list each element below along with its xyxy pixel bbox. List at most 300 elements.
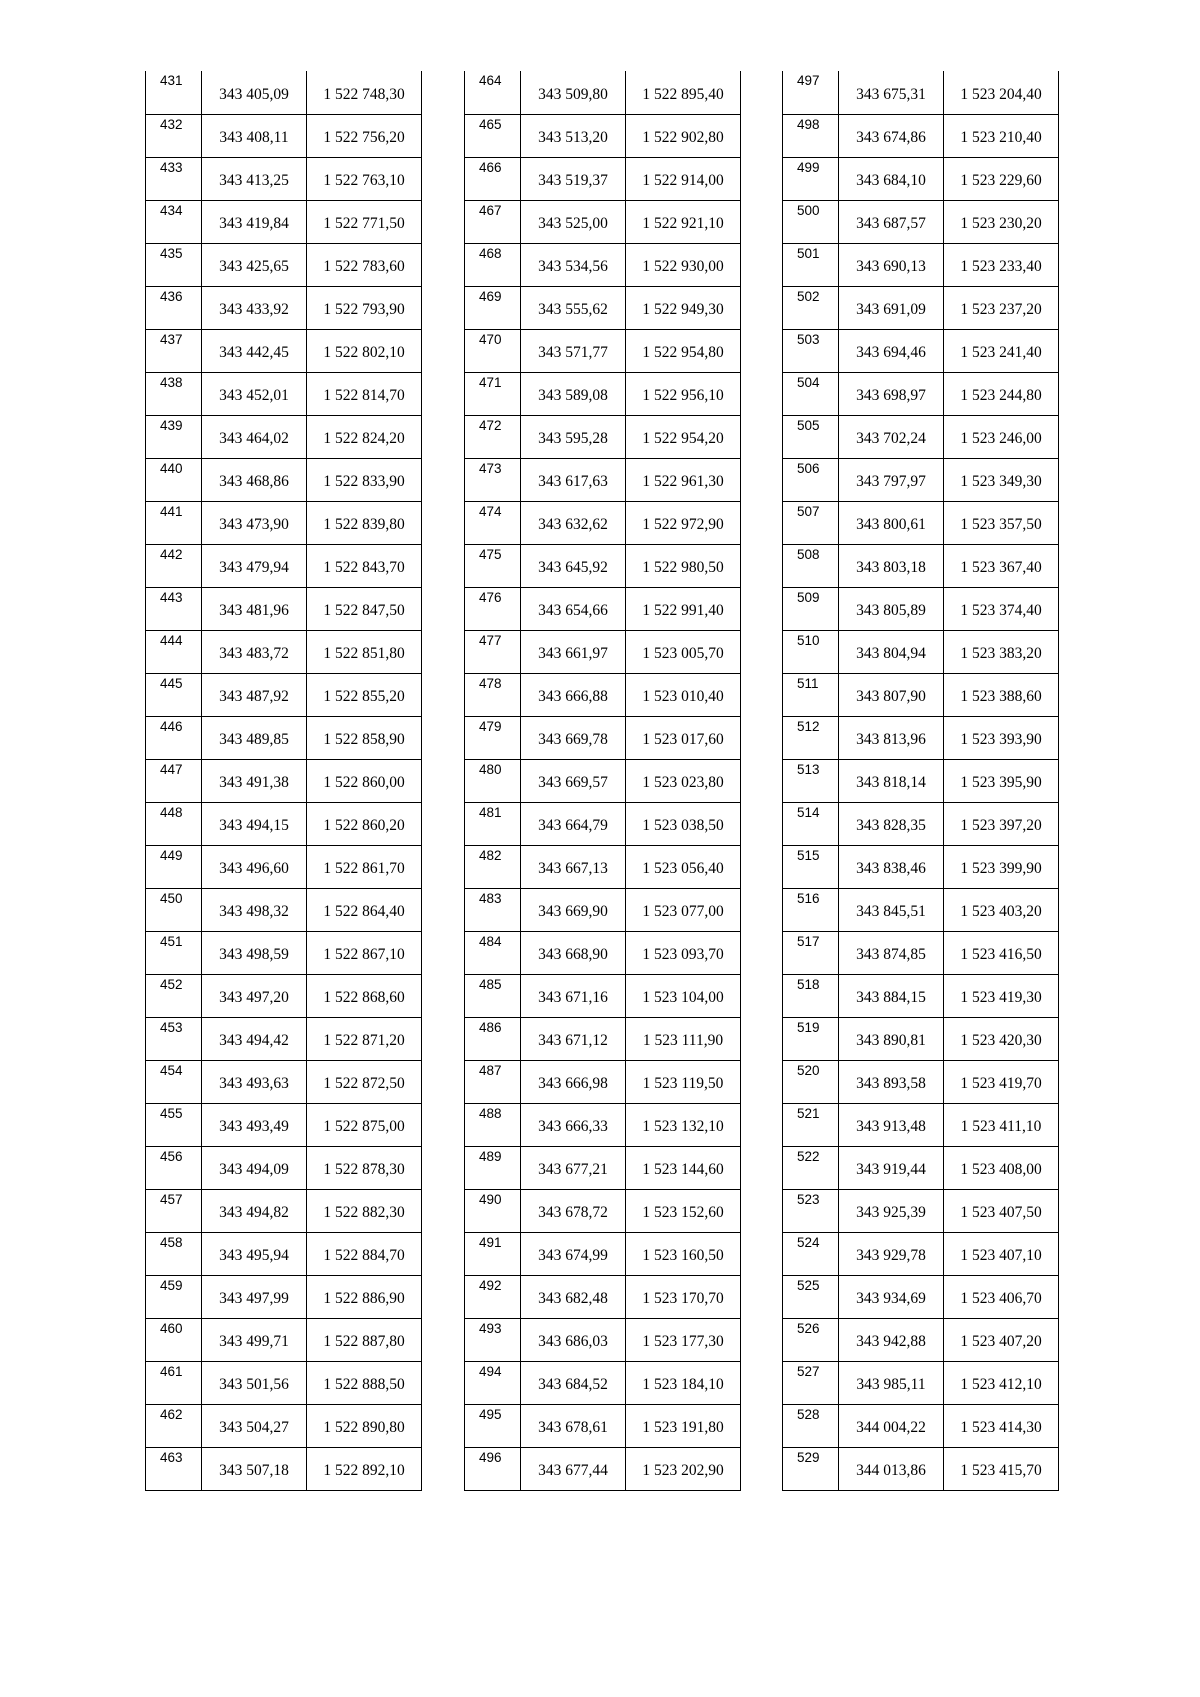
table-row [465,802,741,845]
y-coordinate: 1 523 388,60 [944,673,1059,716]
x-coordinate: 343 805,89 [839,587,944,630]
table-row [783,1060,1059,1103]
table-row [783,157,1059,200]
table-row [146,157,422,200]
point-number: 493 [465,1318,521,1361]
point-number: 526 [783,1318,839,1361]
point-number: 443 [146,587,202,630]
table-row [783,1017,1059,1060]
table-row [465,157,741,200]
table-row [146,673,422,716]
y-coordinate: 1 522 884,70 [307,1232,422,1275]
y-coordinate: 1 522 814,70 [307,372,422,415]
y-coordinate: 1 523 237,20 [944,286,1059,329]
y-coordinate: 1 522 895,40 [626,71,741,114]
table-row [783,544,1059,587]
y-coordinate: 1 522 839,80 [307,501,422,544]
x-coordinate: 343 493,49 [202,1103,307,1146]
point-number: 486 [465,1017,521,1060]
y-coordinate: 1 522 930,00 [626,243,741,286]
x-coordinate: 343 571,77 [521,329,626,372]
table-row [465,415,741,458]
x-coordinate: 343 595,28 [521,415,626,458]
y-coordinate: 1 523 184,10 [626,1361,741,1404]
y-coordinate: 1 523 397,20 [944,802,1059,845]
table-row [465,716,741,759]
x-coordinate: 344 004,22 [839,1404,944,1447]
point-number: 482 [465,845,521,888]
point-number: 522 [783,1146,839,1189]
x-coordinate: 343 494,09 [202,1146,307,1189]
table-row [783,931,1059,974]
table-row [783,802,1059,845]
point-number: 474 [465,501,521,544]
point-number: 468 [465,243,521,286]
point-number: 458 [146,1232,202,1275]
point-number: 495 [465,1404,521,1447]
table-row [146,1189,422,1232]
point-number: 518 [783,974,839,1017]
point-number: 446 [146,716,202,759]
point-number: 473 [465,458,521,501]
table-row [783,243,1059,286]
x-coordinate: 343 893,58 [839,1060,944,1103]
point-number: 469 [465,286,521,329]
point-number: 515 [783,845,839,888]
table-row [783,587,1059,630]
point-number: 479 [465,716,521,759]
point-number: 504 [783,372,839,415]
x-coordinate: 343 408,11 [202,114,307,157]
y-coordinate: 1 523 407,50 [944,1189,1059,1232]
x-coordinate: 343 668,90 [521,931,626,974]
point-number: 498 [783,114,839,157]
y-coordinate: 1 523 229,60 [944,157,1059,200]
point-number: 513 [783,759,839,802]
x-coordinate: 343 807,90 [839,673,944,716]
x-coordinate: 343 497,99 [202,1275,307,1318]
point-number: 465 [465,114,521,157]
table-row [465,931,741,974]
point-number: 460 [146,1318,202,1361]
table-row [146,1103,422,1146]
point-number: 527 [783,1361,839,1404]
y-coordinate: 1 523 357,50 [944,501,1059,544]
x-coordinate: 343 425,65 [202,243,307,286]
x-coordinate: 343 509,80 [521,71,626,114]
y-coordinate: 1 522 954,80 [626,329,741,372]
point-number: 512 [783,716,839,759]
y-coordinate: 1 523 374,40 [944,587,1059,630]
x-coordinate: 343 925,39 [839,1189,944,1232]
y-coordinate: 1 523 170,70 [626,1275,741,1318]
x-coordinate: 343 674,99 [521,1232,626,1275]
y-coordinate: 1 522 843,70 [307,544,422,587]
table-row [465,888,741,931]
point-number: 521 [783,1103,839,1146]
point-number: 517 [783,931,839,974]
y-coordinate: 1 522 892,10 [307,1447,422,1490]
point-number: 449 [146,845,202,888]
y-coordinate: 1 523 160,50 [626,1232,741,1275]
table-row [465,372,741,415]
y-coordinate: 1 522 833,90 [307,458,422,501]
table-row [465,458,741,501]
y-coordinate: 1 523 230,20 [944,200,1059,243]
y-coordinate: 1 522 858,90 [307,716,422,759]
x-coordinate: 343 555,62 [521,286,626,329]
x-coordinate: 343 489,85 [202,716,307,759]
table-row [146,243,422,286]
y-coordinate: 1 522 871,20 [307,1017,422,1060]
x-coordinate: 343 494,82 [202,1189,307,1232]
table-row [783,845,1059,888]
x-coordinate: 343 483,72 [202,630,307,673]
y-coordinate: 1 523 132,10 [626,1103,741,1146]
x-coordinate: 343 813,96 [839,716,944,759]
point-number: 501 [783,243,839,286]
table-row [465,759,741,802]
point-number: 457 [146,1189,202,1232]
y-coordinate: 1 523 093,70 [626,931,741,974]
table-row [465,329,741,372]
y-coordinate: 1 523 111,90 [626,1017,741,1060]
point-number: 454 [146,1060,202,1103]
y-coordinate: 1 523 023,80 [626,759,741,802]
x-coordinate: 343 464,02 [202,415,307,458]
x-coordinate: 343 942,88 [839,1318,944,1361]
table-row [146,845,422,888]
point-number: 503 [783,329,839,372]
x-coordinate: 343 929,78 [839,1232,944,1275]
y-coordinate: 1 522 860,20 [307,802,422,845]
x-coordinate: 343 525,00 [521,200,626,243]
y-coordinate: 1 522 872,50 [307,1060,422,1103]
x-coordinate: 343 507,18 [202,1447,307,1490]
coordinates-table-1 [145,71,422,1491]
point-number: 451 [146,931,202,974]
x-coordinate: 343 674,86 [839,114,944,157]
table-row [465,673,741,716]
point-number: 441 [146,501,202,544]
point-number: 491 [465,1232,521,1275]
table-row [465,1318,741,1361]
x-coordinate: 343 690,13 [839,243,944,286]
point-number: 484 [465,931,521,974]
x-coordinate: 343 884,15 [839,974,944,1017]
y-coordinate: 1 523 177,30 [626,1318,741,1361]
table-row [783,1447,1059,1490]
table-row [783,71,1059,114]
point-number: 459 [146,1275,202,1318]
x-coordinate: 343 632,62 [521,501,626,544]
x-coordinate: 343 452,01 [202,372,307,415]
y-coordinate: 1 522 961,30 [626,458,741,501]
x-coordinate: 343 473,90 [202,501,307,544]
x-coordinate: 343 671,12 [521,1017,626,1060]
point-number: 487 [465,1060,521,1103]
table-row [465,1103,741,1146]
point-number: 514 [783,802,839,845]
y-coordinate: 1 523 144,60 [626,1146,741,1189]
x-coordinate: 343 442,45 [202,329,307,372]
table-row [465,1275,741,1318]
point-number: 500 [783,200,839,243]
table-row [465,1146,741,1189]
point-number: 523 [783,1189,839,1232]
y-coordinate: 1 522 855,20 [307,673,422,716]
point-number: 466 [465,157,521,200]
table-row [146,974,422,1017]
point-number: 492 [465,1275,521,1318]
x-coordinate: 343 534,56 [521,243,626,286]
y-coordinate: 1 523 403,20 [944,888,1059,931]
x-coordinate: 343 589,08 [521,372,626,415]
x-coordinate: 343 702,24 [839,415,944,458]
point-number: 508 [783,544,839,587]
point-number: 496 [465,1447,521,1490]
y-coordinate: 1 523 077,00 [626,888,741,931]
point-number: 447 [146,759,202,802]
y-coordinate: 1 523 204,40 [944,71,1059,114]
x-coordinate: 343 845,51 [839,888,944,931]
point-number: 511 [783,673,839,716]
table-row [146,1232,422,1275]
x-coordinate: 343 913,48 [839,1103,944,1146]
x-coordinate: 343 645,92 [521,544,626,587]
y-coordinate: 1 523 412,10 [944,1361,1059,1404]
x-coordinate: 343 498,59 [202,931,307,974]
y-coordinate: 1 522 890,80 [307,1404,422,1447]
point-number: 463 [146,1447,202,1490]
table-row [146,587,422,630]
point-number: 528 [783,1404,839,1447]
y-coordinate: 1 523 367,40 [944,544,1059,587]
point-number: 497 [783,71,839,114]
x-coordinate: 343 468,86 [202,458,307,501]
table-row [146,1447,422,1490]
y-coordinate: 1 523 152,60 [626,1189,741,1232]
point-number: 445 [146,673,202,716]
table-row [465,1404,741,1447]
table-row [465,1060,741,1103]
x-coordinate: 343 413,25 [202,157,307,200]
x-coordinate: 343 504,27 [202,1404,307,1447]
point-number: 488 [465,1103,521,1146]
x-coordinate: 343 919,44 [839,1146,944,1189]
table-row [146,114,422,157]
y-coordinate: 1 523 241,40 [944,329,1059,372]
table-row [465,544,741,587]
x-coordinate: 343 491,38 [202,759,307,802]
table-row [465,630,741,673]
point-number: 452 [146,974,202,1017]
table-row [465,1361,741,1404]
table-row [146,931,422,974]
y-coordinate: 1 522 851,80 [307,630,422,673]
x-coordinate: 343 497,20 [202,974,307,1017]
y-coordinate: 1 522 860,00 [307,759,422,802]
table-row [146,1146,422,1189]
table-row [146,1017,422,1060]
table-row [783,1232,1059,1275]
point-number: 440 [146,458,202,501]
point-number: 490 [465,1189,521,1232]
table-row [146,200,422,243]
point-number: 510 [783,630,839,673]
y-coordinate: 1 522 756,20 [307,114,422,157]
point-number: 450 [146,888,202,931]
table-row [146,372,422,415]
x-coordinate: 343 686,03 [521,1318,626,1361]
table-row [146,1404,422,1447]
table-row [465,974,741,1017]
y-coordinate: 1 522 868,60 [307,974,422,1017]
y-coordinate: 1 523 349,30 [944,458,1059,501]
x-coordinate: 343 519,37 [521,157,626,200]
table-row [146,1275,422,1318]
point-number: 524 [783,1232,839,1275]
table-row [783,1189,1059,1232]
table-row [146,1318,422,1361]
y-coordinate: 1 522 972,90 [626,501,741,544]
table-row [146,458,422,501]
table-row [146,1060,422,1103]
y-coordinate: 1 522 824,20 [307,415,422,458]
x-coordinate: 343 479,94 [202,544,307,587]
point-number: 507 [783,501,839,544]
table-row [146,716,422,759]
table-row [783,1404,1059,1447]
y-coordinate: 1 523 420,30 [944,1017,1059,1060]
point-number: 471 [465,372,521,415]
x-coordinate: 343 617,63 [521,458,626,501]
y-coordinate: 1 523 233,40 [944,243,1059,286]
x-coordinate: 343 800,61 [839,501,944,544]
point-number: 435 [146,243,202,286]
table-row [465,286,741,329]
point-number: 442 [146,544,202,587]
table-row [465,243,741,286]
x-coordinate: 343 654,66 [521,587,626,630]
table-row [783,888,1059,931]
x-coordinate: 343 501,56 [202,1361,307,1404]
y-coordinate: 1 522 861,70 [307,845,422,888]
y-coordinate: 1 523 399,90 [944,845,1059,888]
x-coordinate: 343 666,98 [521,1060,626,1103]
x-coordinate: 343 661,97 [521,630,626,673]
point-number: 431 [146,71,202,114]
y-coordinate: 1 523 407,20 [944,1318,1059,1361]
table-row [783,1318,1059,1361]
x-coordinate: 343 493,63 [202,1060,307,1103]
y-coordinate: 1 522 783,60 [307,243,422,286]
x-coordinate: 343 495,94 [202,1232,307,1275]
point-number: 476 [465,587,521,630]
table-row [465,1447,741,1490]
y-coordinate: 1 523 246,00 [944,415,1059,458]
x-coordinate: 343 433,92 [202,286,307,329]
y-coordinate: 1 523 038,50 [626,802,741,845]
y-coordinate: 1 523 244,80 [944,372,1059,415]
table-row [783,1146,1059,1189]
point-number: 480 [465,759,521,802]
x-coordinate: 343 487,92 [202,673,307,716]
y-coordinate: 1 522 956,10 [626,372,741,415]
table-row [783,974,1059,1017]
y-coordinate: 1 522 847,50 [307,587,422,630]
y-coordinate: 1 522 802,10 [307,329,422,372]
y-coordinate: 1 523 191,80 [626,1404,741,1447]
y-coordinate: 1 523 395,90 [944,759,1059,802]
table-row [465,200,741,243]
point-number: 436 [146,286,202,329]
x-coordinate: 343 890,81 [839,1017,944,1060]
x-coordinate: 343 818,14 [839,759,944,802]
point-number: 437 [146,329,202,372]
table-row [146,802,422,845]
y-coordinate: 1 523 406,70 [944,1275,1059,1318]
x-coordinate: 343 838,46 [839,845,944,888]
point-number: 478 [465,673,521,716]
point-number: 470 [465,329,521,372]
point-number: 520 [783,1060,839,1103]
x-coordinate: 343 684,10 [839,157,944,200]
table-row [783,673,1059,716]
x-coordinate: 343 698,97 [839,372,944,415]
x-coordinate: 343 934,69 [839,1275,944,1318]
y-coordinate: 1 522 771,50 [307,200,422,243]
y-coordinate: 1 522 763,10 [307,157,422,200]
point-number: 485 [465,974,521,1017]
y-coordinate: 1 523 383,20 [944,630,1059,673]
table-row [783,759,1059,802]
y-coordinate: 1 523 419,70 [944,1060,1059,1103]
table-row [465,1232,741,1275]
x-coordinate: 343 666,88 [521,673,626,716]
y-coordinate: 1 522 878,30 [307,1146,422,1189]
point-number: 464 [465,71,521,114]
x-coordinate: 343 694,46 [839,329,944,372]
x-coordinate: 343 691,09 [839,286,944,329]
table-row [146,1361,422,1404]
y-coordinate: 1 522 954,20 [626,415,741,458]
x-coordinate: 343 669,78 [521,716,626,759]
x-coordinate: 343 498,32 [202,888,307,931]
table-row [783,501,1059,544]
point-number: 439 [146,415,202,458]
y-coordinate: 1 523 119,50 [626,1060,741,1103]
table-row [465,1017,741,1060]
y-coordinate: 1 522 864,40 [307,888,422,931]
table-row [783,630,1059,673]
point-number: 506 [783,458,839,501]
point-number: 483 [465,888,521,931]
x-coordinate: 343 677,44 [521,1447,626,1490]
point-number: 432 [146,114,202,157]
point-number: 438 [146,372,202,415]
x-coordinate: 343 678,61 [521,1404,626,1447]
y-coordinate: 1 523 407,10 [944,1232,1059,1275]
table-row [465,114,741,157]
x-coordinate: 343 874,85 [839,931,944,974]
table-row [146,415,422,458]
x-coordinate: 343 494,42 [202,1017,307,1060]
x-coordinate: 343 797,97 [839,458,944,501]
y-coordinate: 1 523 393,90 [944,716,1059,759]
x-coordinate: 343 496,60 [202,845,307,888]
point-number: 461 [146,1361,202,1404]
